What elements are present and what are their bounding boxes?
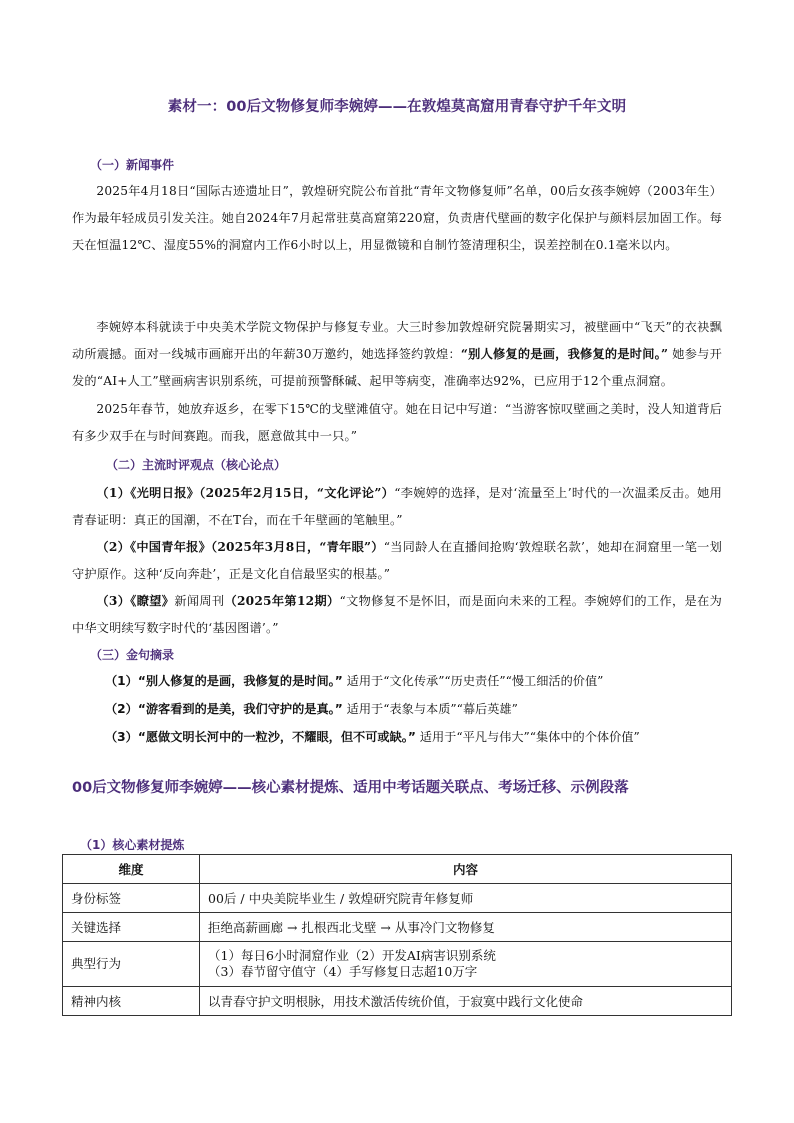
table-cell-line: （3）春节留守值守（4）手写修复日志超10万字 (208, 964, 478, 979)
table-row (63, 987, 732, 1016)
quote-line-1 (105, 668, 603, 694)
commentary-text: “文物修复不是怀旧，而是面向未来的工程。李婉婷们的工作，是在为中华文明续写数字时代的‘基因图谱’。” (72, 594, 722, 635)
table-cell-content: 以青春守护文明根脉，用技术激活传统价值，于寂寞中践行文化使命 (200, 987, 732, 1016)
table-cell-line: （1）每日6小时洞窟作业（2）开发AI病害识别系统 (208, 948, 496, 963)
commentary-1 (72, 480, 722, 534)
quote-usage: 适用于“平凡与伟大”“集体中的个体价值” (419, 730, 640, 744)
table-row (63, 913, 732, 942)
commentary-2 (72, 534, 722, 588)
commentary-text: “当同龄人在直播间抢购‘敦煌联名款’，她却在洞窟里一笔一划守护原作。这种‘反向奔赴’，正是文化自信最坚实的根基。” (72, 540, 722, 581)
section-heading-news: （一）新闻事件 (90, 158, 175, 172)
quote-usage: 适用于“表象与本质”“幕后英雄” (346, 702, 518, 716)
table-cell-content (200, 942, 732, 987)
table-row (63, 942, 732, 987)
section-heading-quotes: （三）金句摘录 (90, 648, 175, 662)
page-title: 素材一：00后文物修复师李婉婷——在敦煌莫高窟用青春守护千年文明 (167, 99, 627, 115)
table-cell-dimension: 典型行为 (63, 942, 200, 987)
table-cell-content: 00后 / 中央美院毕业生 / 敦煌研究院青年修复师 (200, 884, 732, 913)
paragraph-text: 李婉婷本科就读于中央美术学院文物保护与修复专业。大三时参加敦煌研究院暑期实习，被壁画中“飞天”的衣袂飘动所震撼。面对一线城市画廊开出的年薪30万邀约，她选择签约敦煌： (72, 320, 722, 361)
table-cell-dimension: 关键选择 (63, 913, 200, 942)
core-material-table (62, 854, 732, 1016)
paragraph-news-2 (72, 314, 722, 395)
paragraph-text: 她参与开发的“AI+人工”壁画病害识别系统，可提前预警酥碱、起甲等病变，准确率达92%，已应用于12个重点洞窟。 (72, 347, 722, 388)
table-cell-content: 拒绝高薪画廊 → 扎根西北戈壁 → 从事冷门文物修复 (200, 913, 732, 942)
table-cell-dimension: 身份标签 (63, 884, 200, 913)
quote-bold: （3）“愿做文明长河中的一粒沙，不耀眼，但不可或缺。” (105, 730, 416, 744)
table-header-row (63, 855, 732, 884)
commentary-source: （2025年第12期） (224, 594, 340, 608)
quote-bold: “别人修复的是画，我修复的是时间。” (460, 347, 669, 361)
quote-usage: 适用于“文化传承”“历史责任”“慢工细活的价值” (346, 674, 604, 688)
column-header-content: 内容 (200, 855, 732, 884)
commentary-text: “李婉婷的选择，是对‘流量至上’时代的一次温柔反击。她用青春证明：真正的国潮，不在T台，而在千年壁画的笔触里。” (72, 486, 722, 527)
commentary-source-plain: 新闻周刊 (174, 594, 225, 608)
quote-line-3 (105, 724, 640, 750)
paragraph-news-1: 2025年4月18日“国际古迹遗址日”，敦煌研究院公布首批“青年文物修复师”名单，00后女孩李婉婷（2003年生）作为最年轻成员引发关注。她自2024年7月起常驻莫高窟第220窟，负责唐代壁画的数字化保护与颜料层加固工作。每天在恒温12℃、湿度55%的洞窟内工作6小时以上，用显微镜和自制竹签清理积尘，误差控制在0.1毫米以内。 (72, 184, 722, 252)
commentary-source: （1）《光明日报》（2025年2月15日，“文化评论”） (96, 486, 395, 500)
section-heading-commentary: （二）主流时评观点（核心论点） (106, 458, 287, 472)
commentary-source: （2）《中国青年报》（2025年3月8日，“青年眼”） (96, 540, 384, 554)
commentary-source: （3）《瞭望》 (96, 594, 175, 608)
paragraph-news-3: 2025年春节，她放弃返乡，在零下15℃的戈壁滩值守。她在日记中写道：“当游客惊叹壁画之美时，没人知道背后有多少双手在与时间赛跑。而我，愿意做其中一只。” (72, 402, 722, 443)
quote-bold: （2）“游客看到的是美，我们守护的是真。” (105, 702, 343, 716)
section-title-core-material: 00后文物修复师李婉婷——核心素材提炼、适用中考话题关联点、考场迁移、示例段落 (72, 780, 629, 796)
commentary-3 (72, 588, 722, 642)
column-header-dimension: 维度 (63, 855, 200, 884)
quote-bold: （1）“别人修复的是画，我修复的是时间。” (105, 674, 343, 688)
table-heading: （1）核心素材提炼 (80, 838, 185, 852)
quote-line-2 (105, 696, 518, 722)
table-row (63, 884, 732, 913)
table-cell-dimension: 精神内核 (63, 987, 200, 1016)
